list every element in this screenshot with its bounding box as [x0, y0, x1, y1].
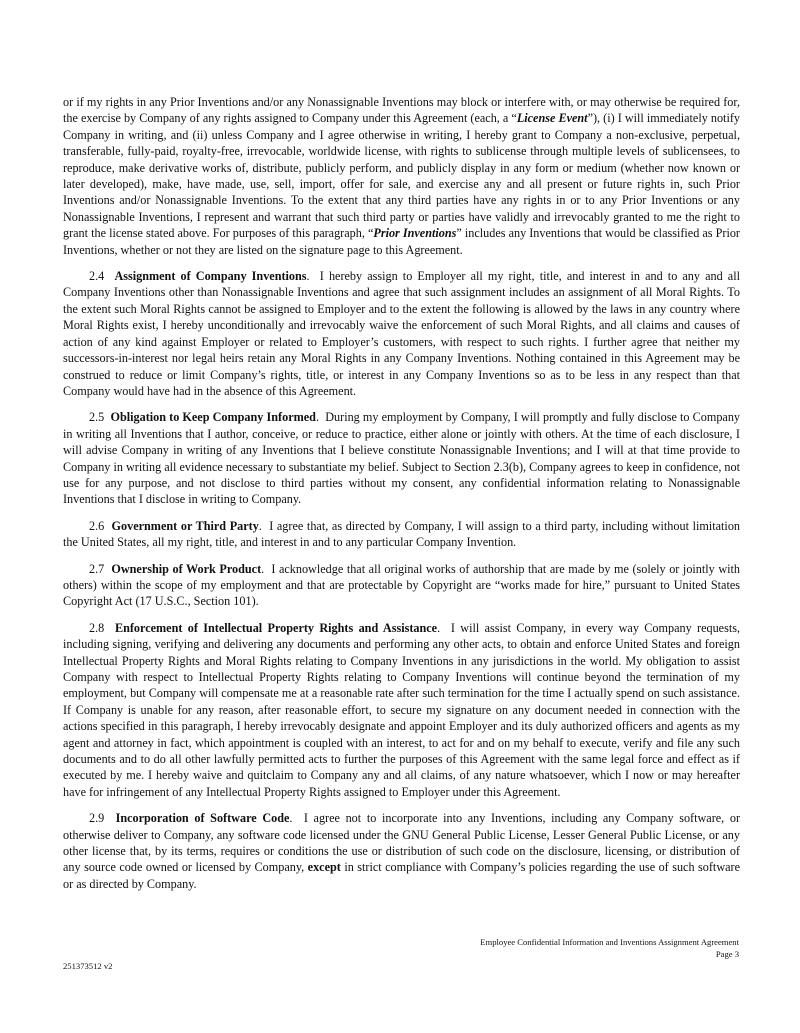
section-heading: Assignment of Company Inventions — [114, 269, 307, 284]
section-number: 2.8 — [89, 620, 105, 635]
section-heading: Enforcement of Intellectual Property Rights and Assistance — [114, 620, 438, 635]
body-text: I acknowledge that all original works of authorship that are made by me (solely or jointly with others) within the scope of my employment and that are protectable by Copyright are “works made for hire,” pursuant to United States Copyright Act (17 U.S.C., Section 101). — [63, 561, 740, 609]
body-text: ”), (i) I will immediately notify Company in writing, and (ii) unless Company and I agree otherwise in writing, I hereby grant to Company a non-exclusive, perpetual, transferable, fully-paid, royalty-free, irrevocable, worldwide license, with rights to sublicense through multiple levels of sublicensees, to reproduce, make derivative works of, distribute, publicly perform, and publicly display in any form or medium (whether now known or later developed), make, have made, use, sell, import, offer for sale, and exercise any and all present or future rights in, such Prior Inventions and/or Nonassignable Inventions. To the extent that any third parties have any rights in or to any Prior Inventions or any Nonassignable Inventions, I represent and warrant that such third party or parties have validly and irrevocably granted to me the right to grant the license stated above. For purposes of this paragraph, “ — [63, 111, 740, 241]
defined-term: License Event — [516, 111, 588, 126]
emphasis-text: except — [307, 860, 341, 875]
section-number: 2.9 — [89, 811, 105, 826]
section-heading: Government or Third Party — [111, 518, 259, 533]
footer-doc-id: 251373512 v2 — [63, 961, 113, 971]
section-number: 2.4 — [89, 269, 105, 284]
continued-paragraph — [63, 94, 740, 258]
document-body — [63, 94, 740, 902]
section-number: 2.7 — [89, 561, 105, 576]
section-2-6: 2.6 Government or Third Party. I agree that, as directed by Company, I will assign to a third party, including without limitation the United States, all my right, title, and interest in and to any particular Company Invention. — [63, 518, 741, 550]
body-text: in strict compliance with Company’s policies regarding the use of such software or as directed by Company. — [63, 860, 741, 891]
section-number: 2.6 — [89, 518, 105, 533]
section-2-5: 2.5 Obligation to Keep Company Informed. During my employment by Company, I will promptly and fully disclose to Company in writing all Inventions that I author, conceive, or reduce to practice, either alone or jointly with others. At the time of each disclosure, I will advise Company in writing of any Inventions that I believe constitute Nonassignable Inventions; and I will at that time provide to Company in writing all evidence necessary to substantiate my belief. Subject to Section 2.3(b), Company agrees to keep in confidence, not use for any purpose, and not disclose to third parties without my consent, any confidential information relating to Nonassignable Inventions that I disclose in writing to Company. — [63, 410, 741, 507]
section-heading: Incorporation of Software Code — [115, 811, 290, 826]
body-text: ” includes any Inventions that would be classified as Prior Inventions, whether or not they are listed on the signature page to this Agreement. — [63, 226, 740, 257]
footer-doc-title: Employee Confidential Information and Inventions Assignment Agreement — [480, 937, 739, 947]
footer-page-number: Page 3 — [715, 949, 739, 959]
body-text: During my employment by Company, I will promptly and fully disclose to Company in writing all Inventions that I author, conceive, or reduce to practice, either alone or jointly with others. At the time of each disclosure, I will advise Company in writing of any Inventions that I believe constitute Nonassignable Inventions; and I will at that time provide to Company in writing all evidence necessary to substantiate my belief. Subject to Section 2.3(b), Company agrees to keep in confidence, not use for any purpose, and not disclose to third parties without my consent, any confidential information relating to Nonassignable Inventions that I disclose in writing to Company. — [63, 410, 741, 507]
body-text: or if my rights in any Prior Inventions and/or any Nonassignable Inventions may block or interfere with, or may otherwise be required for, the exercise by Company of any rights assigned to Company under this Agreement (each, a “ — [63, 95, 740, 126]
section-2-7: 2.7 Ownership of Work Product. I acknowledge that all original works of authorship that are made by me (solely or jointly with others) within the scope of my employment and that are protectable by Copyright are “works made for hire,” pursuant to United States Copyright Act (17 U.S.C., Section 101). — [63, 561, 740, 609]
section-2-4: 2.4 Assignment of Company Inventions. I hereby assign to Employer all my right, title, and interest in and to any and all Company Inventions other than Nonassignable Inventions and agree that such assignment includes an assignment of all Moral Rights. To the extent such Moral Rights cannot be assigned to Employer and to the extent the following is allowed by the laws in any country where Moral Rights exist, I hereby unconditionally and irrevocably waive the enforcement of such Moral Rights, and all claims and causes of action of any kind against Employer or related to Employer’s customers, with respect to such rights. I further agree that neither my successors-in-interest nor legal heirs retain any Moral Rights in any Company Inventions. Nothing contained in this Agreement may be construed to reduce or limit Company’s rights, title, or interest in any Company Inventions so as to be less in any respect than that Company would have had in the absence of this Agreement. — [63, 269, 740, 398]
section-heading: Obligation to Keep Company Informed — [110, 410, 316, 425]
page-footer — [480, 936, 739, 960]
body-text: I agree that, as directed by Company, I will assign to a third party, including without limitation the United States, all my right, title, and interest in and to any particular Company Invention. — [63, 518, 741, 550]
section-heading: Ownership of Work Product — [111, 561, 262, 576]
body-text: I will assist Company, in every way Company requests, including signing, verifying and delivering any documents and performing any other acts, to obtain and enforce United States and foreign Intellectual Property Rights and Moral Rights relating to Company Inventions in any jurisdictions in the world. My obligation to assist Company with respect to Intellectual Property Rights relating to Company Inventions will continue beyond the termination of my employment, but Company will compensate me at a reasonable rate after such termination for the time I actually spend on such assistance. If Company is unable for any reason, after reasonable effort, to secure my signature on any document needed in connection with the actions specified in this paragraph, I hereby irrevocably designate and appoint Employer and its duly authorized officers and agents as my agent and attorney in fact, which appointment is coupled with an interest, to act for and on my behalf to execute, verify and file any such documents and to do all other lawfully permitted acts to further the purposes of this Agreement with the same legal force and effect as if executed by me. I hereby waive and quitclaim to Company any and all claims, of any nature whatsoever, which I now or may hereafter have for infringement of any Intellectual Property Rights assigned to Employer under this Agreement. — [63, 620, 741, 799]
body-text: I agree not to incorporate into any Inventions, including any Company software, or otherwise deliver to Company, any software code licensed under the GNU General Public License, Lesser General Public License, or any other license that, by its terms, requires or conditions the use or distribution of such code on the disclosure, licensing, or distribution of any source code owned or licensed by Company, — [63, 811, 741, 875]
body-text: I hereby assign to Employer all my right, title, and interest in and to any and all Company Inventions other than Nonassignable Inventions and agree that such assignment includes an assignment of all Moral Rights. To the extent such Moral Rights cannot be assigned to Employer and to the extent the following is allowed by the laws in any country where Moral Rights exist, I hereby unconditionally and irrevocably waive the enforcement of such Moral Rights, and all claims and causes of action of any kind against Employer or related to Employer’s customers, with respect to such rights. I further agree that neither my successors-in-interest nor legal heirs retain any Moral Rights in any Company Inventions. Nothing contained in this Agreement may be construed to reduce or limit Company’s rights, title, or interest in any Company Inventions so as to be less in any respect than that Company would have had in the absence of this Agreement. — [63, 269, 740, 398]
section-2-8: 2.8 Enforcement of Intellectual Property Rights and Assistance. I will assist Company, in every way Company requests, including signing, verifying and delivering any documents and performing any other acts, to obtain and enforce United States and foreign Intellectual Property Rights and Moral Rights relating to Company Inventions in any jurisdictions in the world. My obligation to assist Company with respect to Intellectual Property Rights relating to Company Inventions will continue beyond the termination of my employment, but Company will compensate me at a reasonable rate after such termination for the time I actually spend on such assistance. If Company is unable for any reason, after reasonable effort, to secure my signature on any document needed in connection with the actions specified in this paragraph, I hereby irrevocably designate and appoint Employer and its duly authorized officers and agents as my agent and attorney in fact, which appointment is coupled with an interest, to act for and on my behalf to execute, verify and file any such documents and to do all other lawfully permitted acts to further the purposes of this Agreement with the same legal force and effect as if executed by me. I hereby waive and quitclaim to Company any and all claims, of any nature whatsoever, which I now or may hereafter have for infringement of any Intellectual Property Rights assigned to Employer under this Agreement. — [63, 620, 741, 799]
section-number: 2.5 — [89, 410, 105, 425]
section-2-9: 2.9 Incorporation of Software Code. I agree not to incorporate into any Inventions, including any Company software, or otherwise deliver to Company, any software code licensed under the GNU General Public License, Lesser General Public License, or any other license that, by its terms, requires or conditions the use or distribution of such code on the disclosure, licensing, or distribution of any source code owned or licensed by Company, except in strict compliance with Company’s policies regarding the use of such software or as directed by Company. — [63, 811, 741, 891]
defined-term: Prior Inventions — [373, 226, 457, 241]
